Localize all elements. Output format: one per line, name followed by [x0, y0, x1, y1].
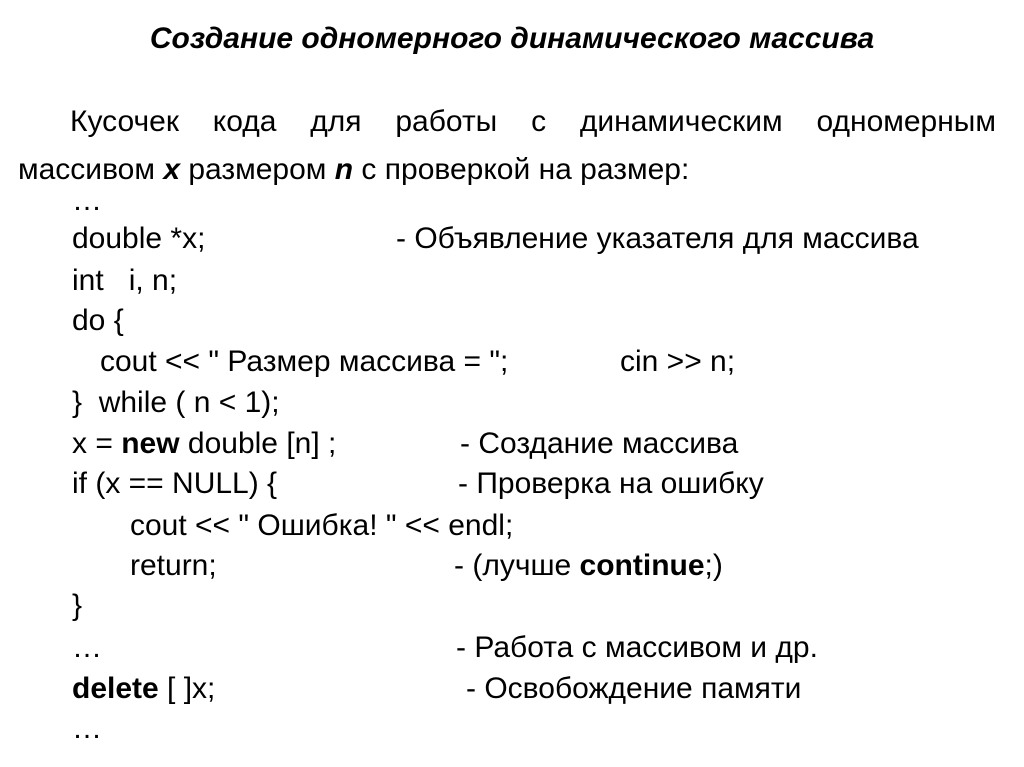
- code-new: [72, 427, 336, 461]
- intro-text-c: с проверкой на размер:: [353, 153, 690, 186]
- comment-decl-x: - Объявление указателя для массива: [396, 222, 919, 255]
- comment-return: [454, 549, 723, 583]
- comment-delete: - Освобождение памяти: [466, 672, 802, 705]
- code-cout-size: cout << " Размер массива = ";: [100, 345, 509, 378]
- ellipsis-end: …: [72, 712, 102, 745]
- code-delete-rest: [ ]x;: [158, 672, 216, 705]
- code-decl-int: int i, n;: [72, 264, 178, 297]
- comment-if: - Проверка на ошибку: [458, 467, 764, 500]
- var-n: n: [334, 153, 354, 186]
- keyword-continue: continue: [579, 549, 705, 582]
- code-new-a: x =: [72, 427, 122, 460]
- intro-paragraph: [18, 98, 996, 194]
- intro-line-2: [18, 146, 996, 194]
- intro-text-a: массивом: [18, 153, 164, 186]
- keyword-delete: delete: [72, 672, 159, 705]
- intro-line-1: Кусочек кода для работы с динамическим одномерным: [70, 105, 996, 138]
- code-cout-error: cout << " Ошибка! " << endl;: [130, 509, 514, 542]
- comment-work: - Работа с массивом и др.: [456, 631, 818, 664]
- ellipsis-start: …: [72, 184, 102, 217]
- code-do-open: do {: [72, 304, 124, 337]
- keyword-new: new: [121, 427, 180, 460]
- var-x: x: [163, 153, 180, 186]
- code-while: } while ( n < 1);: [72, 386, 280, 419]
- ellipsis-middle: …: [72, 631, 102, 664]
- comment-return-a: - (лучше: [454, 549, 580, 582]
- code-close-brace: }: [72, 589, 83, 622]
- code-delete: [72, 672, 215, 706]
- code-decl-x: double *x;: [72, 222, 206, 255]
- code-new-b: double [n] ;: [179, 427, 337, 460]
- code-if: if (x == NULL) {: [72, 467, 278, 500]
- slide-title: Создание одномерного динамического массива: [149, 22, 875, 55]
- comment-new: - Создание массива: [460, 427, 739, 460]
- comment-return-b: ;): [704, 549, 723, 582]
- intro-text-b: размером: [180, 153, 335, 186]
- code-return: return;: [130, 549, 217, 582]
- code-cin-n: cin >> n;: [620, 345, 736, 378]
